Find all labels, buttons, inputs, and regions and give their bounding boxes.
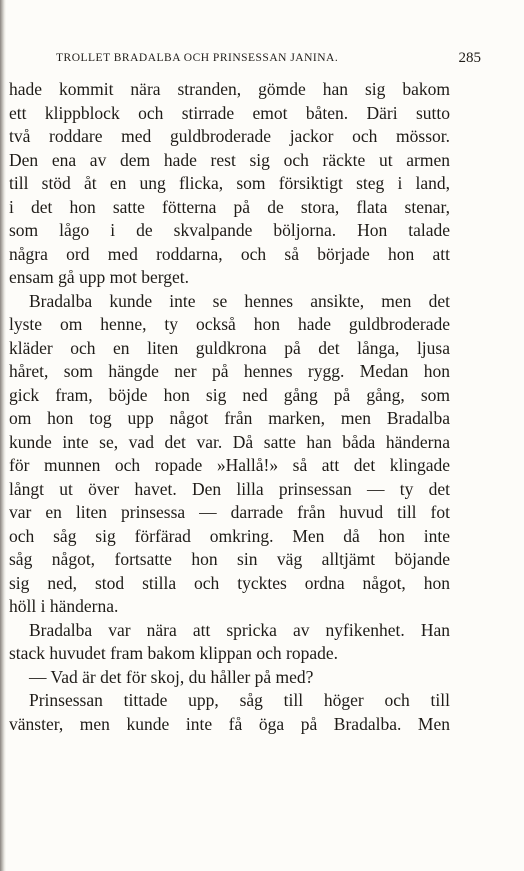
text-line: för munnen och ropade »Hallå!» så att det klingade <box>9 455 450 475</box>
text-line: sig ned, stod stilla och tycktes ordna något, hon <box>9 572 450 593</box>
text-line: i det hon satte fötterna på de stora, flata stenar, <box>9 196 450 217</box>
text-line: gick fram, böjde hon sig ned gång på gång, som <box>9 384 450 405</box>
text-line: Prinsessan tittade upp, såg till höger och till <box>29 690 450 710</box>
text-line: såg något, fortsatte hon sin väg alltjämt böjande <box>9 549 450 569</box>
text-line: ett klippblock och stirrade emot båten. Däri sutto <box>9 102 450 123</box>
text-line: håret, som hängde ner på hennes rygg. Medan hon <box>9 361 450 381</box>
text-line: några ord med roddarna, och så började hon att <box>9 243 450 264</box>
running-header <box>30 47 503 69</box>
text-line: kunde inte se, vad det var. Då satte han båda händerna <box>9 431 450 452</box>
text-line: vänster, men kunde inte få öga på Bradalba. Men <box>9 713 450 734</box>
text-line: om hon tog upp något från marken, men Bradalba <box>9 408 450 428</box>
page-binding-edge <box>0 0 6 871</box>
text-line: ensam gå upp mot berget. <box>9 267 189 287</box>
text-line: hade kommit nära stranden, gömde han sig bakom <box>9 79 450 99</box>
text-line: långt ut över havet. Den lilla prinsessan — ty det <box>9 478 450 499</box>
page-number: 285 <box>458 50 481 66</box>
text-line: Bradalba var nära att spricka av nyfikenhet. Han <box>29 619 450 640</box>
text-line: som lågo i de skvalpande böljorna. Hon talade <box>9 220 450 240</box>
text-line: Den ena av dem hade rest sig och räckte ut armen <box>9 149 450 170</box>
text-line: höll i händerna. <box>9 596 119 616</box>
text-line: Bradalba kunde inte se hennes ansikte, men det <box>29 290 450 311</box>
text-line: lyste om henne, ty också hon hade guldbroderade <box>9 314 450 334</box>
text-line: till stöd åt en ung flicka, som försiktigt steg i land, <box>9 173 450 193</box>
text-line: stack huvudet fram bakom klippan och ropade. <box>9 643 338 663</box>
text-line: kläder och en liten guldkrona på det långa, ljusa <box>9 337 450 358</box>
text-line: två roddare med guldbroderade jackor och mössor. <box>9 126 450 146</box>
text-line: och såg sig förfärad omkring. Men då hon inte <box>9 525 450 546</box>
running-title: TROLLET BRADALBA OCH PRINSESSAN JANINA. <box>56 52 339 64</box>
text-line: var en liten prinsessa — darrade från huvud till fot <box>9 502 450 522</box>
text-line: — Vad är det för skoj, du håller på med? <box>29 666 314 687</box>
body-text <box>9 78 450 736</box>
